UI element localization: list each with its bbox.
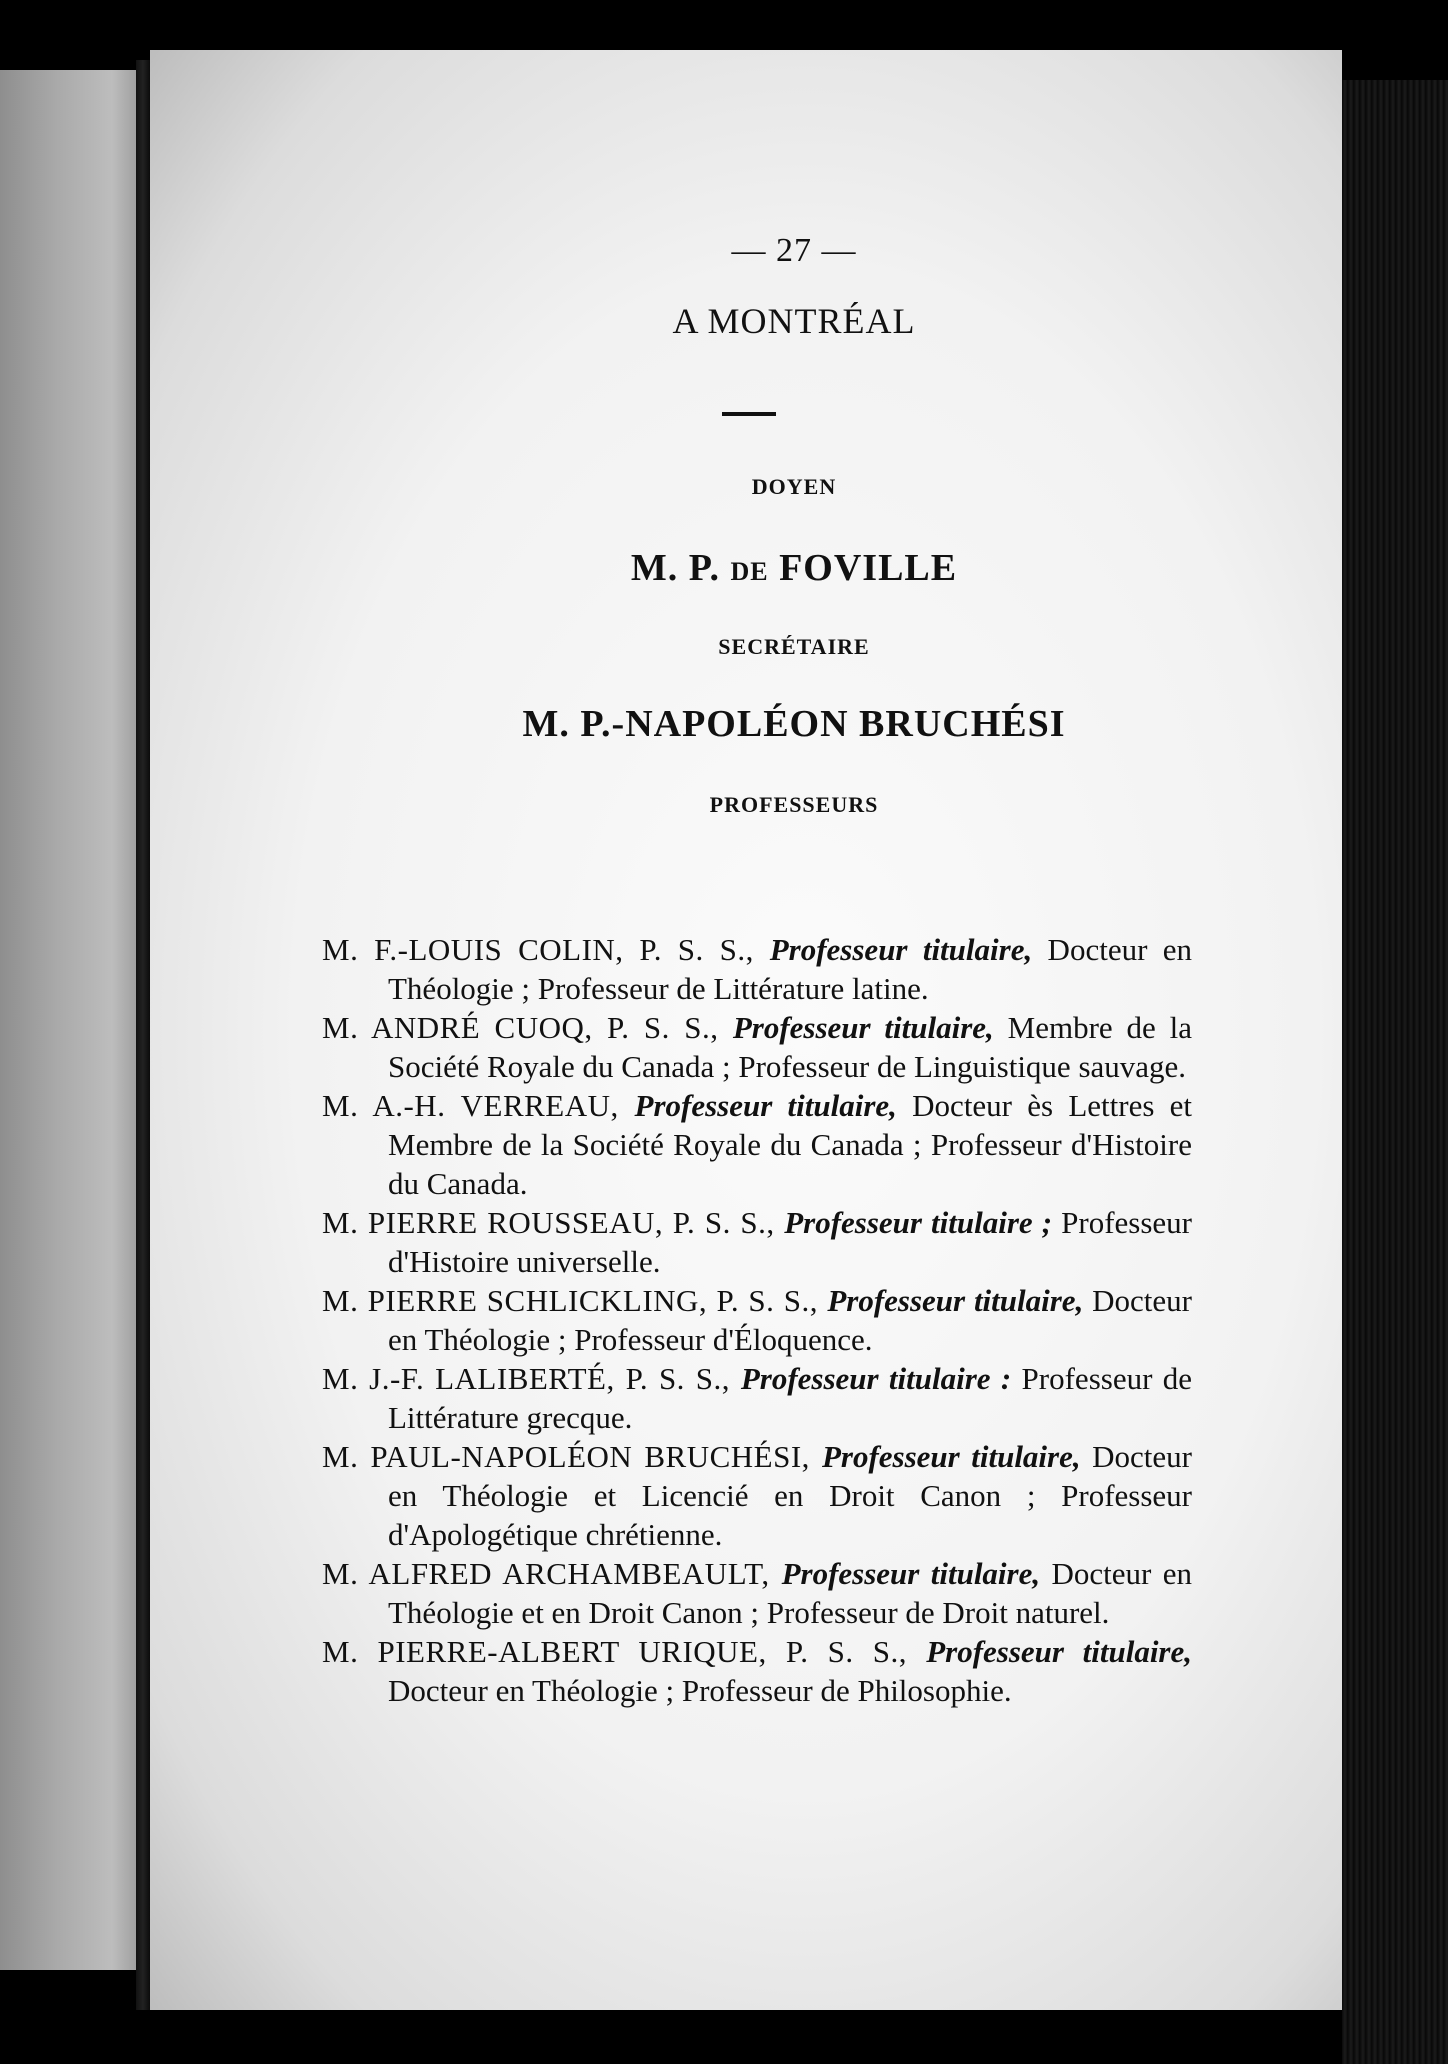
professor-title: Professeur titulaire,: [769, 932, 1033, 967]
professor-name: M. PAUL-NAPOLÉON BRUCHÉSI,: [322, 1439, 822, 1474]
professor-title: Professeur titulaire,: [926, 1634, 1193, 1669]
professor-title: Professeur titulaire,: [827, 1283, 1084, 1318]
professor-name: M. ANDRÉ CUOQ, P. S. S.,: [322, 1010, 733, 1045]
professor-entry: [322, 1554, 1192, 1632]
book-edge: [1342, 80, 1448, 2064]
doyen-name-particle: DE: [730, 557, 769, 586]
professor-entry: [322, 1008, 1192, 1086]
professor-name: M. F.-LOUIS COLIN, P. S. S.,: [322, 932, 770, 967]
professor-title: Professeur titulaire ;: [784, 1205, 1053, 1240]
professor-entry: [322, 1437, 1192, 1554]
professeurs-heading: PROFESSEURS: [709, 792, 879, 817]
professor-title: Professeur titulaire :: [740, 1361, 1012, 1396]
professor-description: Docteur en Théologie et Licencié en Droit Canon ; Professeur d'Apologétique chrétienne.: [388, 1439, 1192, 1552]
professor-entry: [322, 930, 1192, 1008]
doyen-name-surname: FOVILLE: [779, 547, 958, 589]
book-gutter: [136, 60, 150, 2010]
professor-title: Professeur titulaire,: [781, 1556, 1041, 1591]
doyen-name: [198, 546, 1390, 590]
professor-description: Membre de la Société Royale du Canada ; Professeur de Linguistique sauvage.: [388, 1010, 1192, 1084]
page-title: A MONTRÉAL: [672, 301, 916, 341]
professor-entry: [322, 1359, 1192, 1437]
professor-description: Professeur d'Histoire universelle.: [388, 1205, 1193, 1279]
doyen-heading: DOYEN: [751, 474, 837, 499]
professor-description: Docteur en Théologie ; Professeur d'Éloquence.: [388, 1283, 1193, 1357]
professor-name: M. PIERRE-ALBERT URIQUE, P. S. S.,: [322, 1634, 927, 1669]
professor-name: M. PIERRE SCHLICKLING, P. S. S.,: [322, 1283, 828, 1318]
professor-entry: [322, 1086, 1192, 1203]
professor-title: Professeur titulaire,: [821, 1439, 1081, 1474]
professor-title: Professeur titulaire,: [634, 1088, 897, 1123]
professor-title: Professeur titulaire,: [732, 1010, 994, 1045]
professor-description: Docteur en Théologie ; Professeur de Philosophie.: [388, 1673, 1012, 1708]
facing-page-edge: [0, 70, 140, 1970]
professor-entry: [322, 1632, 1192, 1710]
professor-description: Docteur en Théologie et en Droit Canon ; Professeur de Droit naturel.: [388, 1556, 1193, 1630]
professor-description: Docteur en Théologie ; Professeur de Littérature latine.: [388, 932, 1193, 1006]
professor-entry: [322, 1203, 1192, 1281]
professor-name: M. PIERRE ROUSSEAU, P. S. S.,: [322, 1205, 785, 1240]
professor-name: M. J.-F. LALIBERTÉ, P. S. S.,: [322, 1361, 741, 1396]
title-divider: [722, 412, 776, 416]
document-page: [150, 50, 1342, 2010]
professor-name: M. A.-H. VERREAU,: [322, 1088, 635, 1123]
professor-name: M. ALFRED ARCHAMBEAULT,: [322, 1556, 782, 1591]
page-number: — 27 —: [731, 232, 857, 269]
professor-entry: [322, 1281, 1192, 1359]
professor-list: [322, 930, 1192, 1710]
secretaire-name: M. P.-NAPOLÉON BRUCHÉSI: [522, 703, 1066, 745]
doyen-name-prefix: M. P.: [630, 547, 720, 589]
professor-description: Docteur ès Lettres et Membre de la Société Royale du Canada ; Professeur d'Histoire du Canada.: [388, 1088, 1193, 1201]
secretaire-heading: SECRÉTAIRE: [718, 634, 870, 659]
professor-description: Professeur de Littérature grecque.: [388, 1361, 1192, 1435]
